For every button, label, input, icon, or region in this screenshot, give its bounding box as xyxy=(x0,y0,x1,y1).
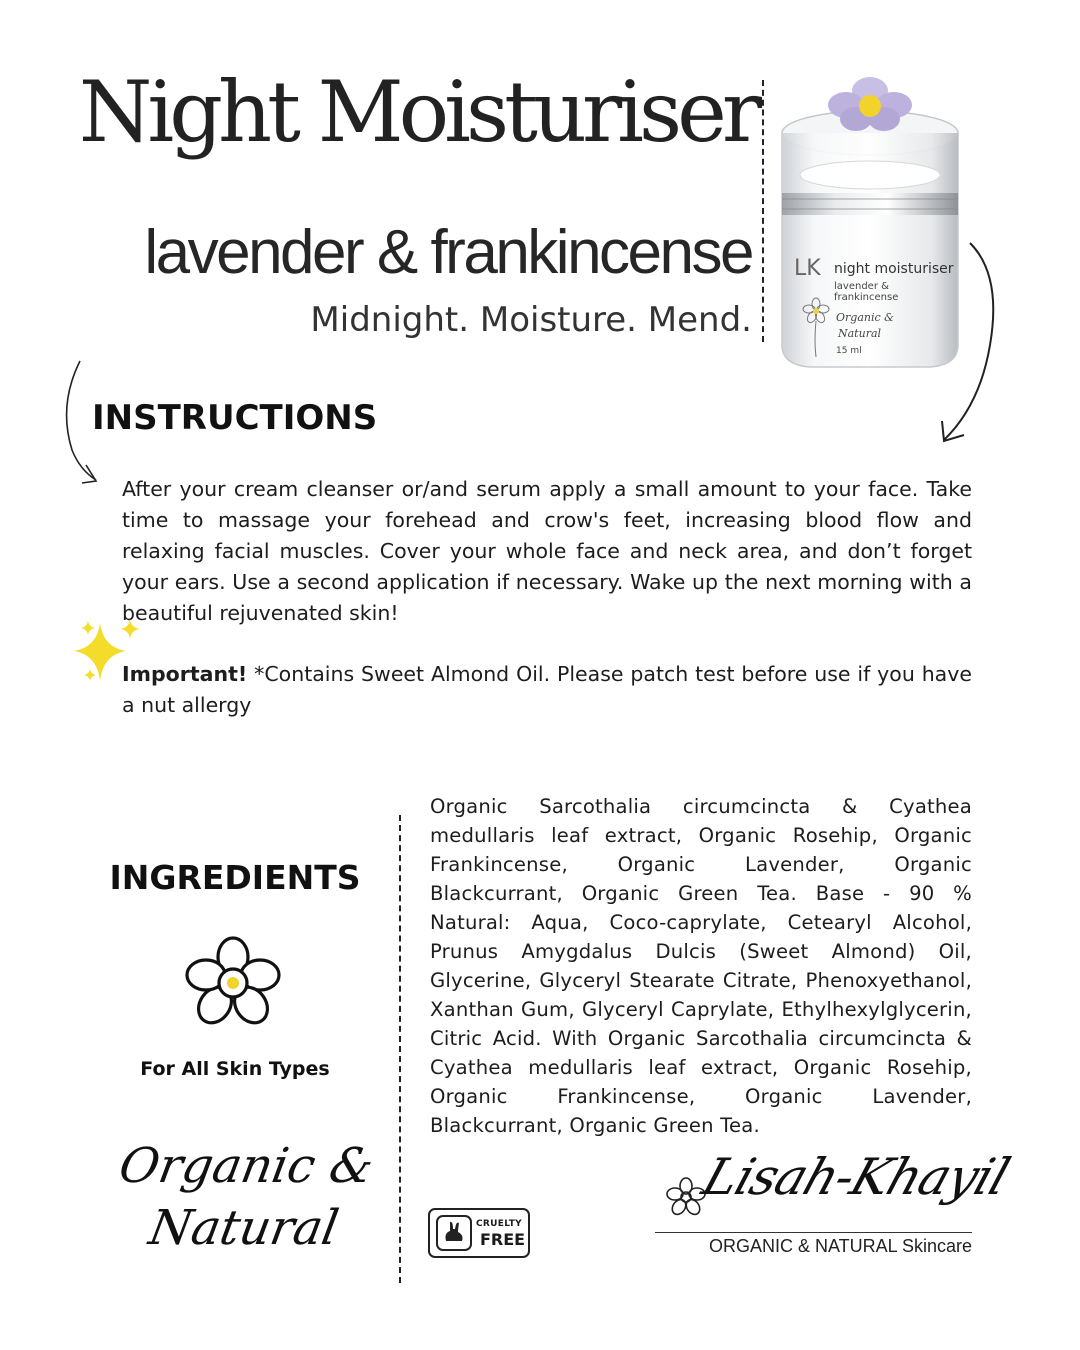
bunny-icon xyxy=(436,1215,472,1251)
product-variant-subtitle: lavender & frankincense xyxy=(144,218,752,287)
page-title: Night Moisturiser xyxy=(78,63,757,161)
daisy-icon xyxy=(183,935,283,1027)
footer-rule xyxy=(655,1232,972,1233)
instructions-heading: INSTRUCTIONS xyxy=(92,398,378,438)
instructions-text: After your cream cleanser or/and serum apply a small amount to your face. Take time to massage your forehead and crow's feet, increasing blood flow and relaxing facial muscles. Cover your whole face and neck area, and don’t forget your ears. Use a second application if necessary. Wake up the next morning with a beautiful rejuvenated skin! xyxy=(122,477,972,625)
header-divider xyxy=(762,80,764,342)
jar-label-variant-1: lavender & xyxy=(834,281,889,292)
tagline: Midnight. Moisture. Mend. xyxy=(310,300,752,340)
jar-label-name: night moisturiser xyxy=(834,261,954,277)
jar-brand-mark: LK xyxy=(794,256,821,281)
jar-label-variant-2: frankincense xyxy=(834,292,899,303)
ingredients-text: Organic Sarcothalia circumcincta & Cyathea medullaris leaf extract, Organic Rosehip, Organic Frankincense, Organic Lavender, Organic Blackcurrant, Organic Green Tea. Base - 90 % Natural: Aqua, Coco-caprylate, Cetearyl Alcohol, Prunus Amygdalus Dulcis (Sweet Almond) Oil, Glycerine, Glyceryl Stearate Citrate, Phenoxyethanol, Xanthan Gum, Glyceryl Caprylate, Ethylhexylglycerin, Citric Acid. With Organic Sarcothalia circumcincta & Cyathea medullaris leaf extract, Organic Rosehip, Organic Frankincense, Organic Lavender, Blackcurrant, Organic Green Tea. xyxy=(430,795,972,1137)
jar-label-script-1: Organic & xyxy=(836,311,894,324)
footer-label: ORGANIC & NATURAL Skincare xyxy=(708,1236,972,1256)
cruelty-free-line-1: CRUELTY xyxy=(476,1219,522,1229)
cruelty-free-line-2: FREE xyxy=(480,1230,526,1249)
organic-script-line-1: Organic & xyxy=(115,1138,378,1194)
ingredients-divider xyxy=(399,815,401,1283)
important-label: Important! xyxy=(122,662,248,686)
jar-volume: 15 ml xyxy=(836,346,862,356)
important-text: *Contains Sweet Almond Oil. Please patch test before use if you have a nut allergy xyxy=(122,662,972,717)
curved-arrow-icon xyxy=(930,235,1010,450)
organic-script-line-2: Natural xyxy=(145,1200,343,1256)
ingredients-heading: INGREDIENTS xyxy=(109,858,361,897)
brand-signature: Lisah-Khayil xyxy=(695,1148,1016,1206)
skin-types-label: For All Skin Types xyxy=(140,1058,330,1080)
jar-label-script-2: Natural xyxy=(838,327,882,340)
important-note xyxy=(122,659,972,721)
